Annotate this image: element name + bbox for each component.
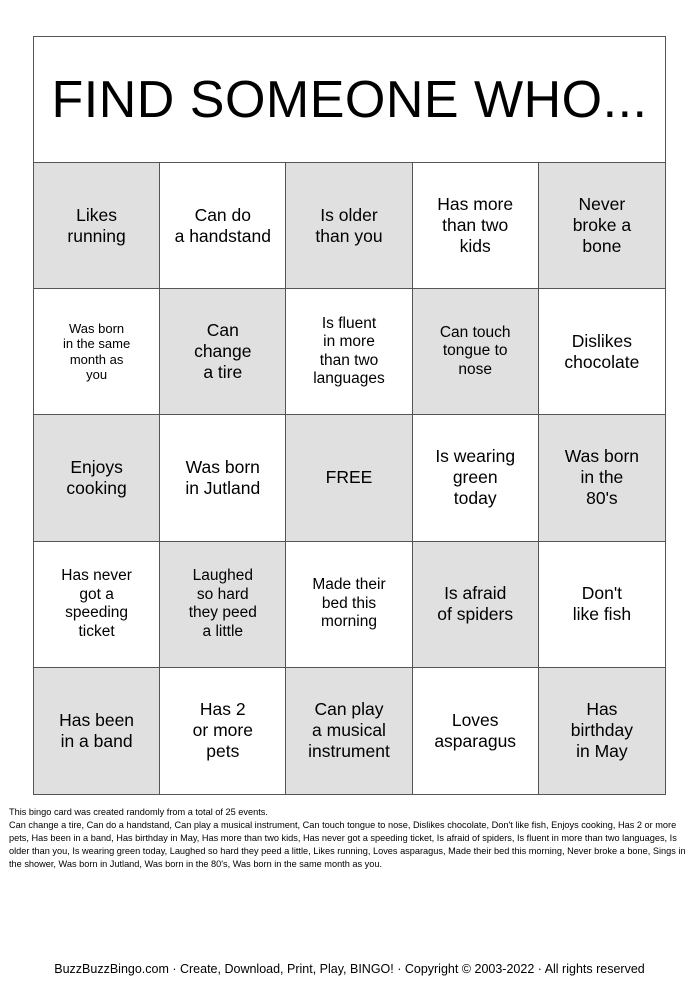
bingo-cell: Don't like fish xyxy=(539,542,665,668)
bingo-cell: Can do a handstand xyxy=(160,163,286,289)
bingo-cell: Has 2 or more pets xyxy=(160,668,286,794)
bingo-cell: Can touch tongue to nose xyxy=(413,289,539,415)
footer-copyright: BuzzBuzzBingo.com · Create, Download, Print, Play, BINGO! · Copyright © 2003-2022 · All rights reserved xyxy=(54,962,645,976)
bingo-cell: Can play a musical instrument xyxy=(286,668,412,794)
card-title: FIND SOMEONE WHO... xyxy=(34,37,665,163)
bingo-cell: Is afraid of spiders xyxy=(413,542,539,668)
bingo-cell: Was born in Jutland xyxy=(160,415,286,541)
bingo-cell: Laughed so hard they peed a little xyxy=(160,542,286,668)
info-events-list: Can change a tire, Can do a handstand, Can play a musical instrument, Can touch tongue to nose, Dislikes chocolate, Don't like fish, Enjoys cooking, Has 2 or more pets, Has been in a band, Has birthday in May, Has more than two kids, Has never got a speeding ticket, Is afraid of spiders, Is fluent in more than two languages, Is older than you, Is wearing green today, Laughed so hard they peed a little, Likes running, Loves asparagus, Made their bed this morning, Never broke a bone, Sings in the shower, Was born in Jutland, Was born in the 80's, Was born in the same month as you. xyxy=(9,820,686,869)
bingo-cell: Is fluent in more than two languages xyxy=(286,289,412,415)
bingo-cell: Has more than two kids xyxy=(413,163,539,289)
bingo-cell: Never broke a bone xyxy=(539,163,665,289)
bingo-card xyxy=(33,36,666,795)
bingo-cell: Enjoys cooking xyxy=(34,415,160,541)
bingo-cell: Has birthday in May xyxy=(539,668,665,794)
bingo-cell: Is wearing green today xyxy=(413,415,539,541)
bingo-cell: Was born in the same month as you xyxy=(34,289,160,415)
bingo-cell: Likes running xyxy=(34,163,160,289)
bingo-cell: Dislikes chocolate xyxy=(539,289,665,415)
bingo-cell: Made their bed this morning xyxy=(286,542,412,668)
bingo-cell: Can change a tire xyxy=(160,289,286,415)
bingo-cell: Was born in the 80's xyxy=(539,415,665,541)
bingo-cell: Is older than you xyxy=(286,163,412,289)
bingo-cell: Has been in a band xyxy=(34,668,160,794)
bingo-cell: Loves asparagus xyxy=(413,668,539,794)
info-summary: This bingo card was created randomly from a total of 25 events. xyxy=(9,807,268,817)
free-space-cell: FREE xyxy=(286,415,412,541)
card-info xyxy=(9,806,693,871)
bingo-grid xyxy=(34,163,665,794)
bingo-cell: Has never got a speeding ticket xyxy=(34,542,160,668)
